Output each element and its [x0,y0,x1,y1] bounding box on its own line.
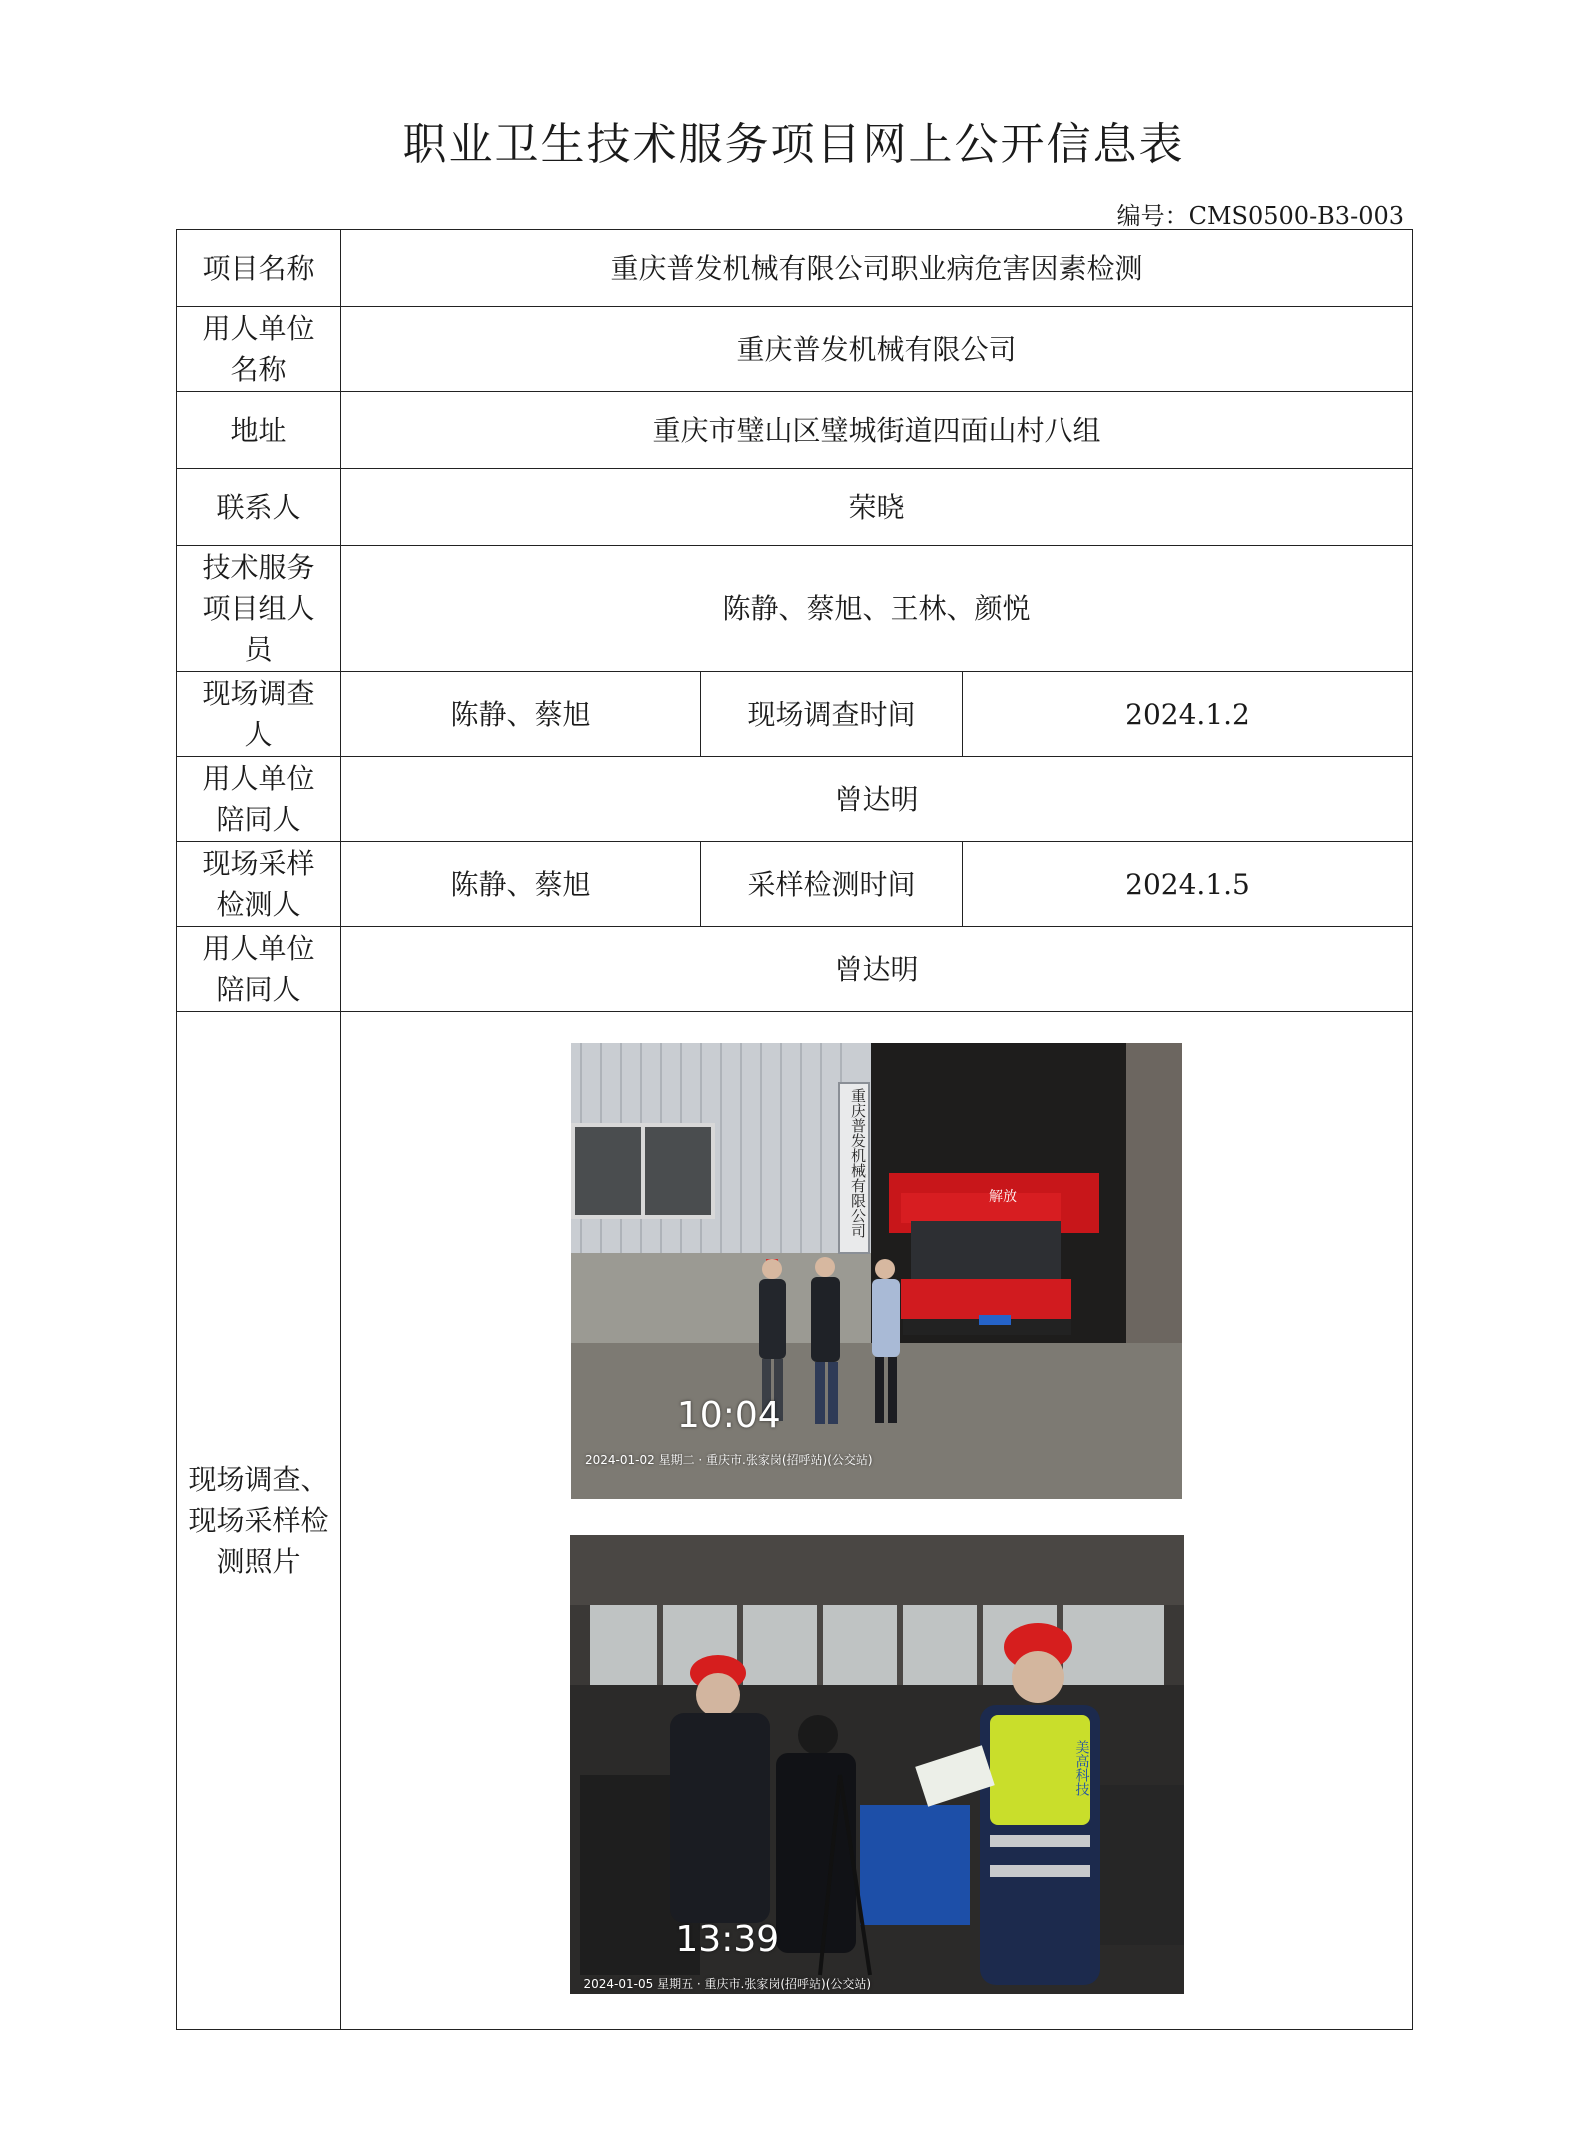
sampling-timestamp [584,1919,872,1994]
info-table [176,229,1413,2030]
label-sampling-time: 采样检测时间 [701,842,963,927]
row-team [177,546,1413,672]
value-sampling-person: 陈静、蔡旭 [341,842,701,927]
value-employer-name: 重庆普发机械有限公司 [341,307,1413,392]
row-sampling-escort [177,927,1413,1012]
page-title: 职业卫生技术服务项目网上公开信息表 [402,119,1185,170]
row-project-name [177,230,1413,307]
label-sampling-escort: 用人单位陪同人 [177,927,341,1012]
label-survey-person: 现场调查人 [177,672,341,757]
row-address [177,392,1413,469]
site-survey-timestamp [585,1395,873,1481]
label-employer-name: 用人单位名称 [177,307,341,392]
label-photos: 现场调查、现场采样检测照片 [177,1012,341,2030]
site-survey-caption: 2024-01-02 星期二 · 重庆市.张家岗(招呼站)(公交站) [585,1453,873,1467]
row-employer-name [177,307,1413,392]
site-survey-photo [571,1043,1182,1499]
vest-logo-text: 美高科技 [1073,1740,1090,1796]
photos-cell [341,1012,1413,2030]
value-sampling-escort: 曾达明 [341,927,1413,1012]
row-sampling [177,842,1413,927]
sampling-caption: 2024-01-05 星期五 · 重庆市.张家岗(招呼站)(公交站) [583,1977,872,1991]
site-survey-time: 10:04 [676,1395,781,1436]
row-photos [177,1012,1413,2030]
label-contact: 联系人 [177,469,341,546]
row-contact [177,469,1413,546]
value-survey-time: 2024.1.2 [963,672,1413,757]
label-survey-time: 现场调查时间 [701,672,963,757]
label-team: 技术服务项目组人员 [177,546,341,672]
value-contact: 荣晓 [341,469,1413,546]
document-number: 编号：CMS0500-B3-003 [1116,202,1404,230]
value-address: 重庆市璧山区璧城街道四面山村八组 [341,392,1413,469]
row-survey [177,672,1413,757]
sampling-time: 13:39 [675,1919,780,1960]
row-survey-escort [177,757,1413,842]
value-survey-person: 陈静、蔡旭 [341,672,701,757]
label-project-name: 项目名称 [177,230,341,307]
label-survey-escort: 用人单位陪同人 [177,757,341,842]
truck-brand-text: 解放 [989,1189,1018,1205]
value-sampling-time: 2024.1.5 [963,842,1413,927]
value-project-name: 重庆普发机械有限公司职业病危害因素检测 [341,230,1413,307]
company-sign: 重庆普发机械有限公司 [849,1088,868,1238]
sampling-photo [570,1535,1184,1994]
value-team: 陈静、蔡旭、王林、颜悦 [341,546,1413,672]
label-address: 地址 [177,392,341,469]
value-survey-escort: 曾达明 [341,757,1413,842]
label-sampling-person: 现场采样检测人 [177,842,341,927]
